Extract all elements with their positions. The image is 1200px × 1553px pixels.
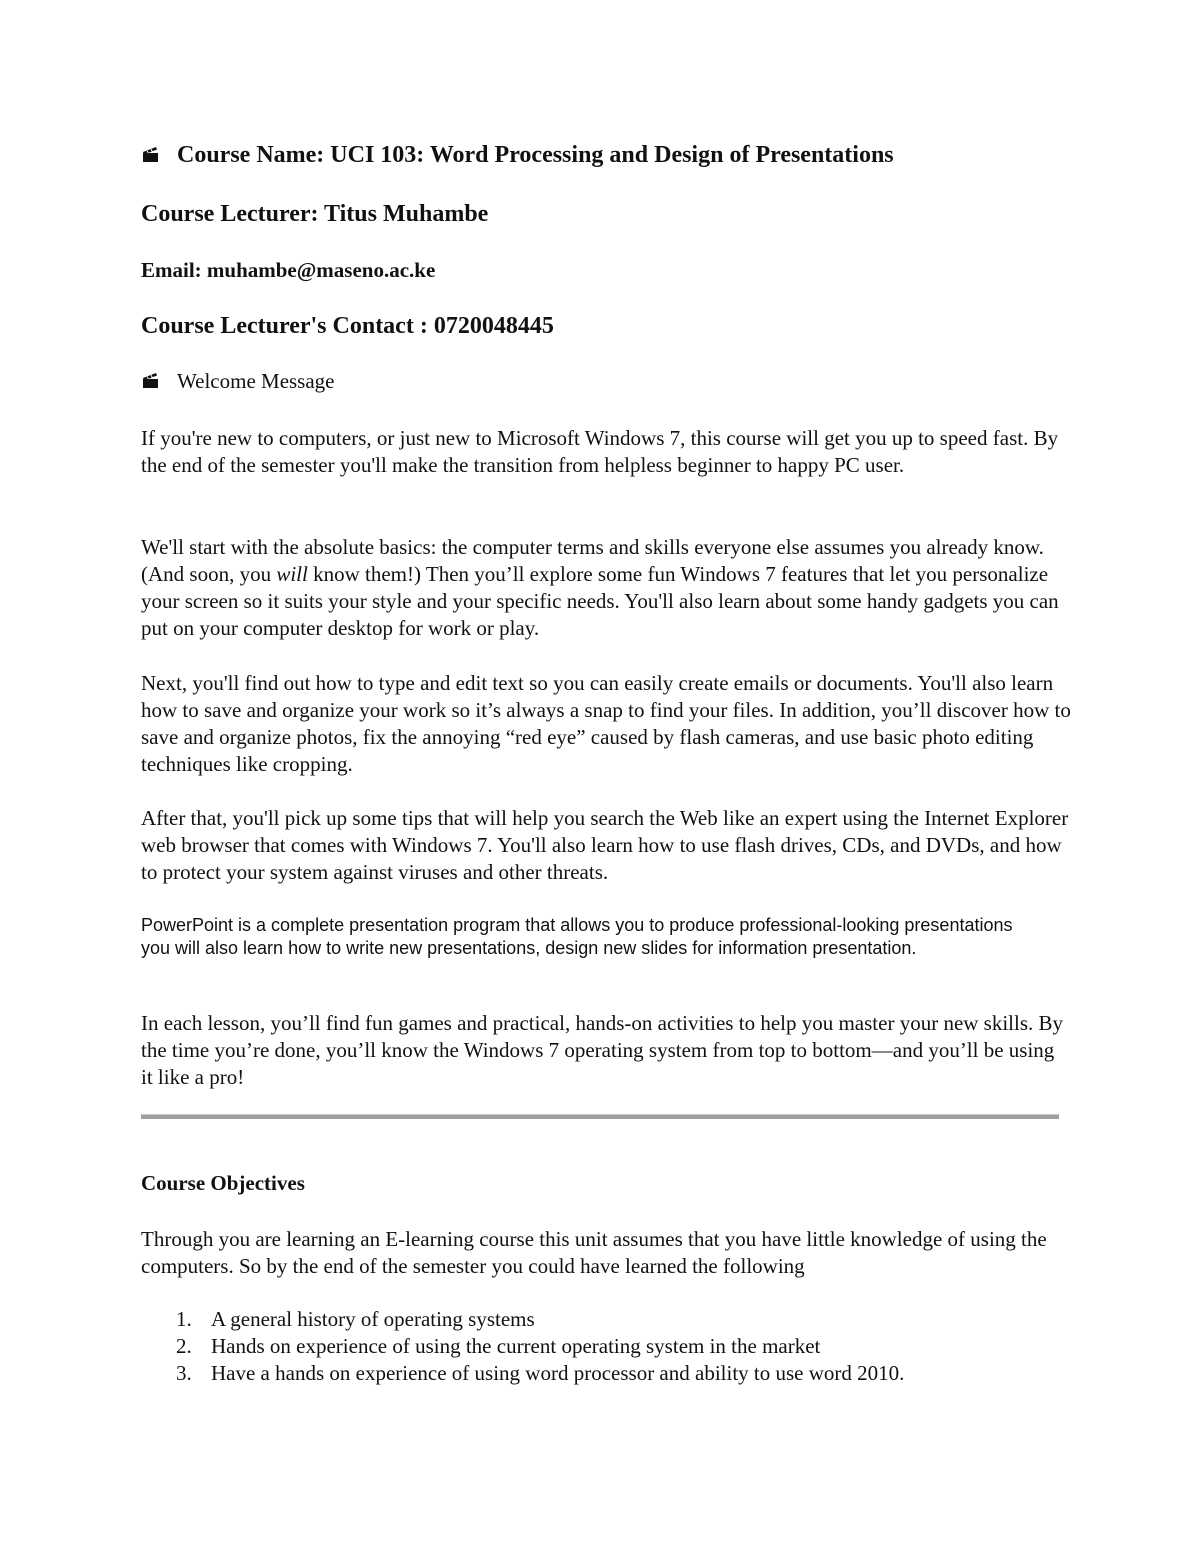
powerpoint-paragraph: PowerPoint is a complete presentation program that allows you to produce professional-looking presentations you will also learn how to write new presentations, design new slides for information presentation. [141,915,1013,958]
list-text: Have a hands on experience of using word processor and ability to use word 2010. [211,1361,905,1385]
list-text: Hands on experience of using the current operating system in the market [211,1334,821,1358]
welcome-paragraph-3: Next, you'll find out how to type and edit text so you can easily create emails or documents. You'll also learn how to save and organize your work so it’s always a snap to find your files. In addition, you’ll discover how to save and organize photos, fix the annoying “red eye” caused by flash cameras, and use basic photo editing techniques like cropping. [141,671,1071,776]
welcome-paragraph-2 [141,534,1071,642]
list-number: 1. [176,1307,192,1331]
emphasis-text: will [276,562,308,586]
list-item [176,1306,904,1333]
welcome-paragraph-6: In each lesson, you’ll find fun games and practical, hands-on activities to help you master your new skills. By the time you’re done, you’ll know the Windows 7 operating system from top to bottom—and you’ll be using it like a pro! [141,1011,1064,1089]
course-name-line [141,142,894,169]
course-lecturer: Course Lecturer: Titus Muhambe [141,201,489,227]
list-text: A general history of operating systems [211,1307,535,1331]
clapperboard-icon [141,373,161,389]
list-item [176,1333,904,1360]
paragraph-text: We'll start with the absolute basics: the computer terms and skills everyone else assumes you already know. (And soon, you [141,535,1044,586]
welcome-paragraph-1: If you're new to computers, or just new to Microsoft Windows 7, this course will get you up to speed fast. By the end of the semester you'll make the transition from helpless beginner to happy PC user. [141,426,1059,477]
horizontal-divider [141,1114,1059,1119]
lecturer-contact: Course Lecturer's Contact : 0720048445 [141,313,554,339]
clapperboard-icon [141,147,161,163]
list-item [176,1360,904,1387]
paragraph-text: know them!) Then you’ll explore some fun Windows 7 features that let you personalize your screen so it suits your style and your specific needs. You'll also learn about some handy gadgets you can put on your computer desktop for work or play. [141,562,1059,640]
list-number: 3. [176,1361,192,1385]
welcome-heading: Welcome Message [177,369,335,393]
objectives-list [176,1306,904,1387]
objectives-intro: Through you are learning an E-learning course this unit assumes that you have little knowledge of using the computers. So by the end of the semester you could have learned the following [141,1227,1047,1278]
list-number: 2. [176,1334,192,1358]
welcome-paragraph-4: After that, you'll pick up some tips that will help you search the Web like an expert using the Internet Explorer web browser that comes with Windows 7. You'll also learn how to use flash drives, CDs, and DVDs, and how to protect your system against viruses and other threats. [141,806,1069,884]
welcome-heading-line [141,369,335,394]
course-name: Course Name: UCI 103: Word Processing and Design of Presentations [177,142,894,168]
lecturer-email: Email: muhambe@maseno.ac.ke [141,258,436,282]
objectives-heading: Course Objectives [141,1171,305,1195]
